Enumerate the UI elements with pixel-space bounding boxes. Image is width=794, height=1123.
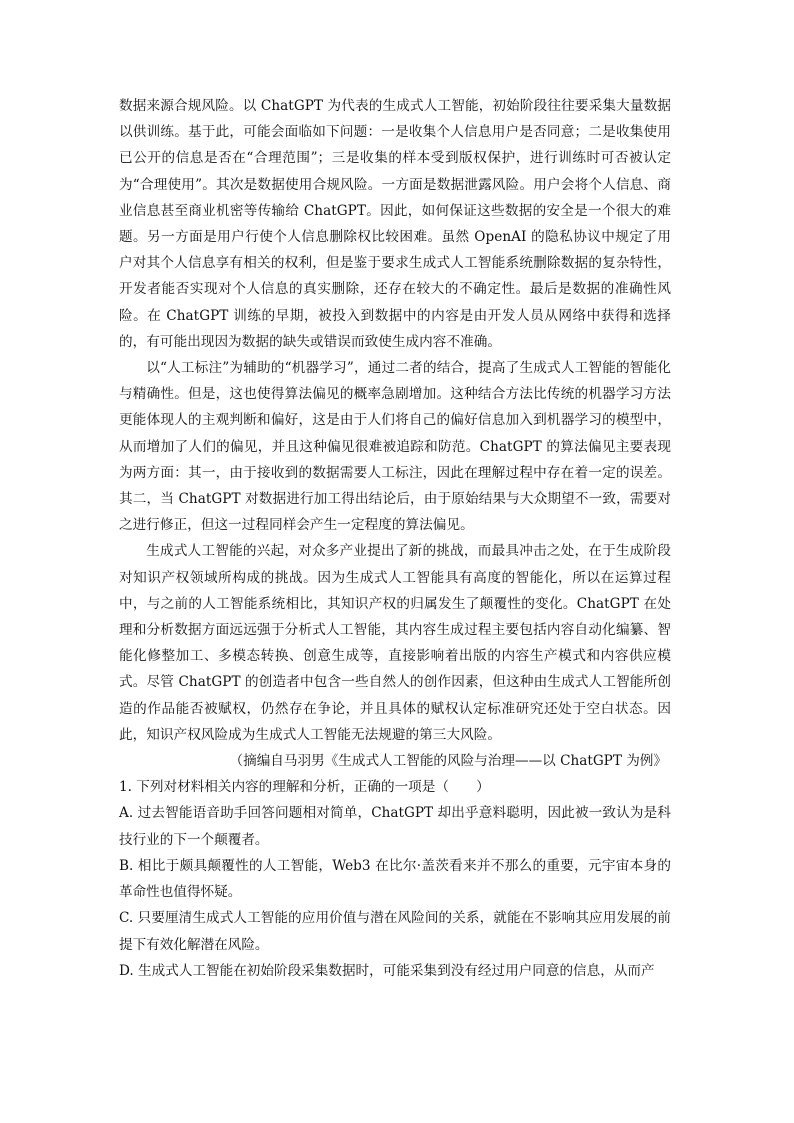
paragraph-data-risk: 数据来源合规风险。以 ChatGPT 为代表的生成式人工智能，初始阶段往往要采集大量数据以供训练。基于此，可能会面临如下问题：一是收集个人信息用户是否同意；二是收集使用已公开的信息是否在“合理范围”；三是收集的样本受到版权保护，进行训练时可否被认定为“合理使用”。其次是数据使用合规风险。一方面是数据泄露风险。用户会将个人信息、商业信息甚至商业机密等传输给 ChatGPT。因此，如何保证这些数据的安全是一个很大的难题。另一方面是用户行使个人信息删除权比较困难。虽然 OpenAI 的隐私协议中规定了用户对其个人信息享有相关的权利，但是鉴于要求生成式人工智能系统删除数据的复杂特性，开发者能否实现对个人信息的真实删除，还存在较大的不确定性。最后是数据的准确性风险。在 ChatGPT 训练的早期，被投入到数据中的内容是由开发人员从网络中获得和选择的，有可能出现因为数据的缺失或错误而致使生成内容不准确。 [119,98,671,350]
option-b: B. 相比于颇具颠覆性的人工智能，Web3 在比尔·盖茨看来并不那么的重要，元宇宙本身的革命性也值得怀疑。 [119,857,671,901]
question-stem: 1. 下列对材料相关内容的理解和分析，正确的一项是（ ） [119,779,490,796]
paragraph-algorithm-bias: 以“人工标注”为辅助的“机器学习”，通过二者的结合，提高了生成式人工智能的智能化与精确性。但是，这也使得算法偏见的概率急剧增加。这种结合方法比传统的机器学习方法更能体现人的主观判断和偏好，这是由于人们将自己的偏好信息加入到机器学习的模型中，从而增加了人们的偏见，并且这种偏见很难被追踪和防范。ChatGPT 的算法偏见主要表现为两方面：其一，由于接收到的数据需要人工标注，因此在理解过程中存在着一定的误差。其二，当 ChatGPT 对数据进行加工得出结论后，由于原始结果与大众期望不一致，需要对之进行修正，但这一过程同样会产生一定程度的算法偏见。 [119,360,671,534]
option-a: A. 过去智能语音助手回答问题相对简单，ChatGPT 却出乎意料聪明，因此被一致认为是科技行业的下一个颠覆者。 [119,805,671,848]
document-page [119,93,671,984]
option-d: D. 生成式人工智能在初始阶段采集数据时，可能采集到没有经过用户同意的信息，从而产 [119,962,655,979]
option-c: C. 只要厘清生成式人工智能的应用价值与潜在风险间的关系，就能在不影响其应用发展的前提下有效化解潜在风险。 [119,910,671,953]
paragraph-ip-risk: 生成式人工智能的兴起，对众多产业提出了新的挑战，而最具冲击之处，在于生成阶段对知识产权领域所构成的挑战。因为生成式人工智能具有高度的智能化，所以在运算过程中，与之前的人工智能系统相比，其知识产权的归属发生了颠覆性的变化。ChatGPT 在处理和分析数据方面远远强于分析式人工智能，其内容生成过程主要包括内容自动化编纂、智能化修整加工、多模态转换、创意生成等，直接影响着出版的内容生产模式和内容供应模式。尽管 ChatGPT 的创造者中包含一些自然人的创作因素，但这种由生成式人工智能所创造的作品能否被赋权，仍然存在争论，并且具体的赋权认定标准研究还处于空白状态。因此，知识产权风险成为生成式人工智能无法规避的第三大风险。 [119,543,671,743]
source-citation: （摘编自马羽男《生成式人工智能的风险与治理——以 ChatGPT 为例》 [229,753,667,770]
